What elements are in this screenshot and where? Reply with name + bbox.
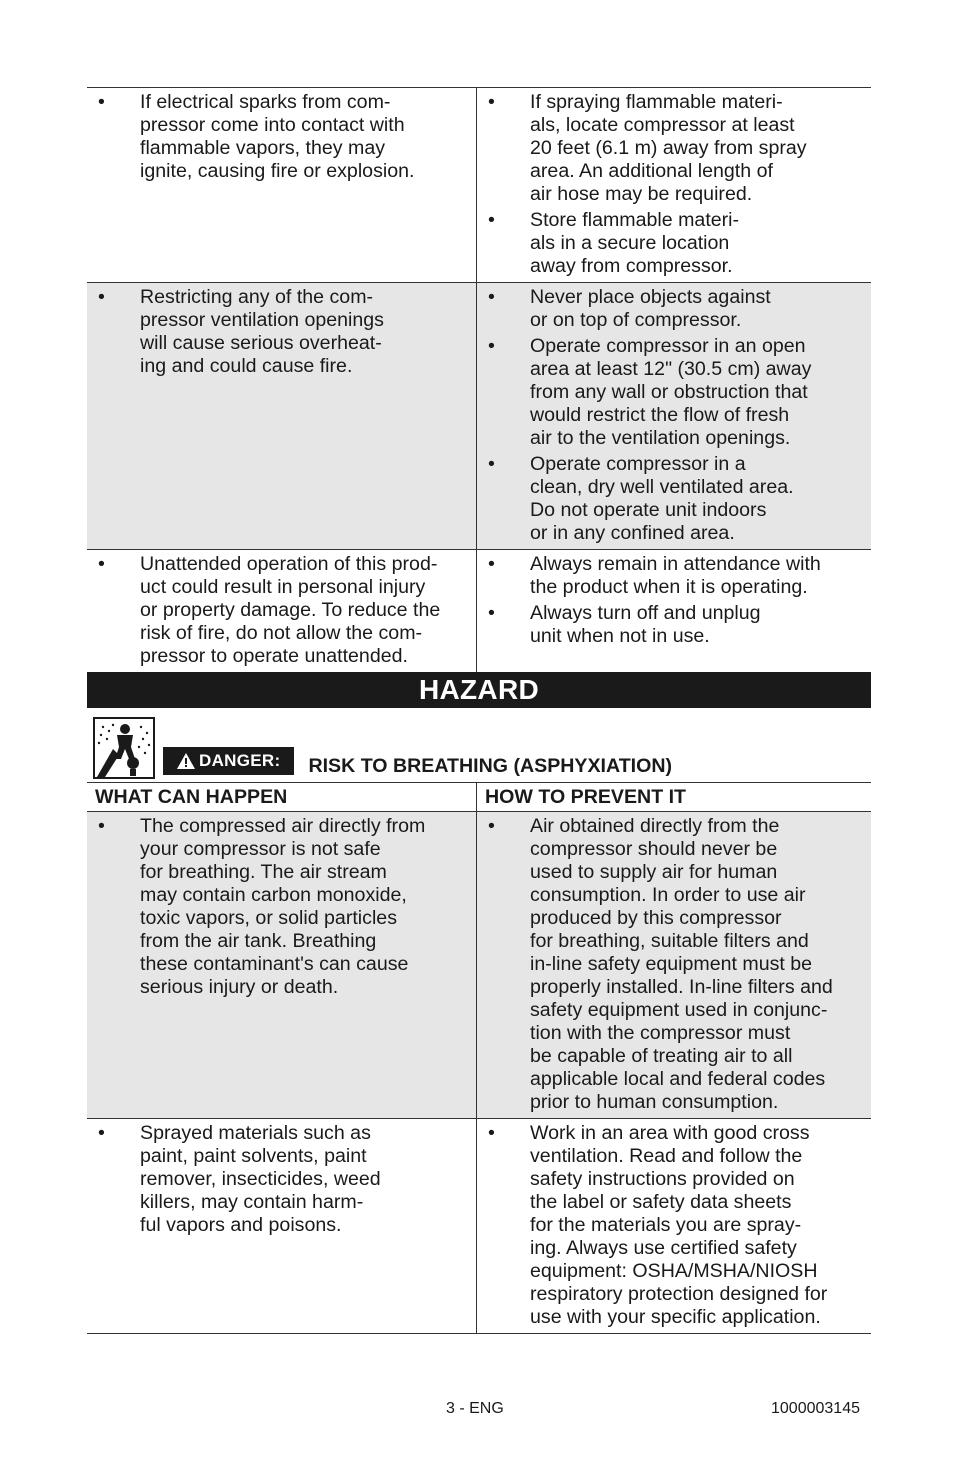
prevention-cell [477, 88, 871, 282]
bullet-text: Restricting any of the com- pressor ventilation openings will cause serious overheat- ing and could cause fire. [140, 286, 384, 377]
page-number: 3 - ENG [446, 1400, 504, 1417]
how-to-prevent-header: HOW TO PREVENT IT [485, 786, 687, 808]
hazard-cell [87, 550, 477, 672]
table-row [87, 811, 871, 1118]
hazard-cell [87, 88, 477, 282]
manual-page [87, 87, 871, 1334]
asphyxiation-symbol-icon [93, 717, 155, 779]
bullet-item [485, 553, 867, 599]
bullet-text: The compressed air directly from your compressor is not safe for breathing. The air stream may contain carbon monoxide, toxic vapors, or solid particles from the air tank. Breathing these contaminant's can cause serious injury or death. [140, 815, 426, 998]
warning-triangle-icon [177, 753, 195, 769]
prevention-cell [477, 1119, 871, 1333]
bullet-icon: • [488, 91, 495, 113]
bullet-text: Store flammable materi- als in a secure location away from compressor. [530, 209, 740, 277]
bullet-text: Sprayed materials such as paint, paint solvents, paint remover, insecticides, weed killers, may contain harm- ful vapors and poisons. [140, 1122, 381, 1236]
bullet-text: Operate compressor in a clean, dry well ventilated area. Do not operate unit indoors or in any confined area. [530, 453, 794, 544]
bullet-text: If electrical sparks from com- pressor come into contact with flammable vapors, they may ignite, causing fire or explosion. [140, 91, 415, 182]
table-row [87, 282, 871, 549]
bullet-text: If spraying flammable materi- als, locate compressor at least 20 feet (6.1 m) away from spray area. An additional length of air hose may be required. [530, 91, 807, 205]
safety-table-top [87, 87, 871, 672]
bullet-icon: • [488, 553, 495, 575]
risk-title: RISK TO BREATHING (ASPHYXIATION) [308, 755, 673, 777]
bullet-item [95, 815, 472, 999]
table-row [87, 1118, 871, 1333]
bullet-item [95, 286, 472, 378]
prevention-cell [477, 283, 871, 549]
hazard-banner: HAZARD [87, 672, 871, 708]
table-row [87, 549, 871, 672]
bullet-item [95, 1122, 472, 1237]
bullet-text: Always remain in attendance with the product when it is operating. [530, 553, 821, 598]
bullet-icon: • [98, 815, 105, 837]
bullet-icon: • [488, 1122, 495, 1144]
bullet-item [485, 602, 867, 648]
bullet-item [485, 91, 867, 206]
bullet-text: Operate compressor in an open area at least 12" (30.5 cm) away from any wall or obstruction that would restrict the flow of fresh air to the ventilation openings. [530, 335, 812, 449]
bullet-text: Always turn off and unplug unit when not in use. [530, 602, 761, 647]
bullet-icon: • [488, 602, 495, 624]
bullet-item [485, 209, 867, 278]
bullet-item [95, 553, 472, 668]
column-header-row [87, 782, 871, 811]
danger-header [87, 708, 871, 782]
bullet-item [485, 1122, 867, 1329]
hazard-cell [87, 283, 477, 549]
document-code: 1000003145 [771, 1400, 860, 1417]
prevention-cell [477, 812, 871, 1118]
bullet-icon: • [488, 286, 495, 308]
danger-badge [163, 747, 294, 775]
bullet-item [485, 286, 867, 332]
bullet-text: Never place objects against or on top of compressor. [530, 286, 771, 331]
hazard-cell [87, 812, 477, 1118]
bullet-item [485, 335, 867, 450]
bullet-icon: • [488, 335, 495, 357]
danger-label: DANGER: [199, 751, 281, 770]
bullet-icon: • [488, 815, 495, 837]
table-bottom-rule [87, 1333, 871, 1334]
bullet-item [95, 91, 472, 183]
bullet-text: Air obtained directly from the compressor should never be used to supply air for human consumption. In order to use air produced by this compressor for breathing, suitable filters and in-line safety equipment must be properly installed. In-line filters and safety equipment used in conjunc- tion with the compressor must be capable of treating air to all applicable local and federal codes prior to human consumption. [530, 815, 833, 1113]
table-row [87, 87, 871, 282]
bullet-icon: • [98, 1122, 105, 1144]
bullet-icon: • [488, 453, 495, 475]
bullet-text: Work in an area with good cross ventilation. Read and follow the safety instructions provided on the label or safety data sheets for the materials you are spray- ing. Always use certified safety equipment: OSHA/MSHA/NIOSH respiratory protection designed for use with your specific application. [530, 1122, 828, 1328]
prevention-cell [477, 550, 871, 672]
bullet-icon: • [98, 286, 105, 308]
hazard-cell [87, 1119, 477, 1333]
bullet-text: Unattended operation of this prod- uct could result in personal injury or property damage. To reduce the risk of fire, do not allow the com- pressor to operate unattended. [140, 553, 441, 667]
bullet-item [485, 815, 867, 1114]
safety-table-bottom [87, 811, 871, 1333]
what-can-happen-header: WHAT CAN HAPPEN [87, 783, 477, 811]
bullet-icon: • [98, 91, 105, 113]
bullet-item [485, 453, 867, 545]
bullet-icon: • [488, 209, 495, 231]
bullet-icon: • [98, 553, 105, 575]
